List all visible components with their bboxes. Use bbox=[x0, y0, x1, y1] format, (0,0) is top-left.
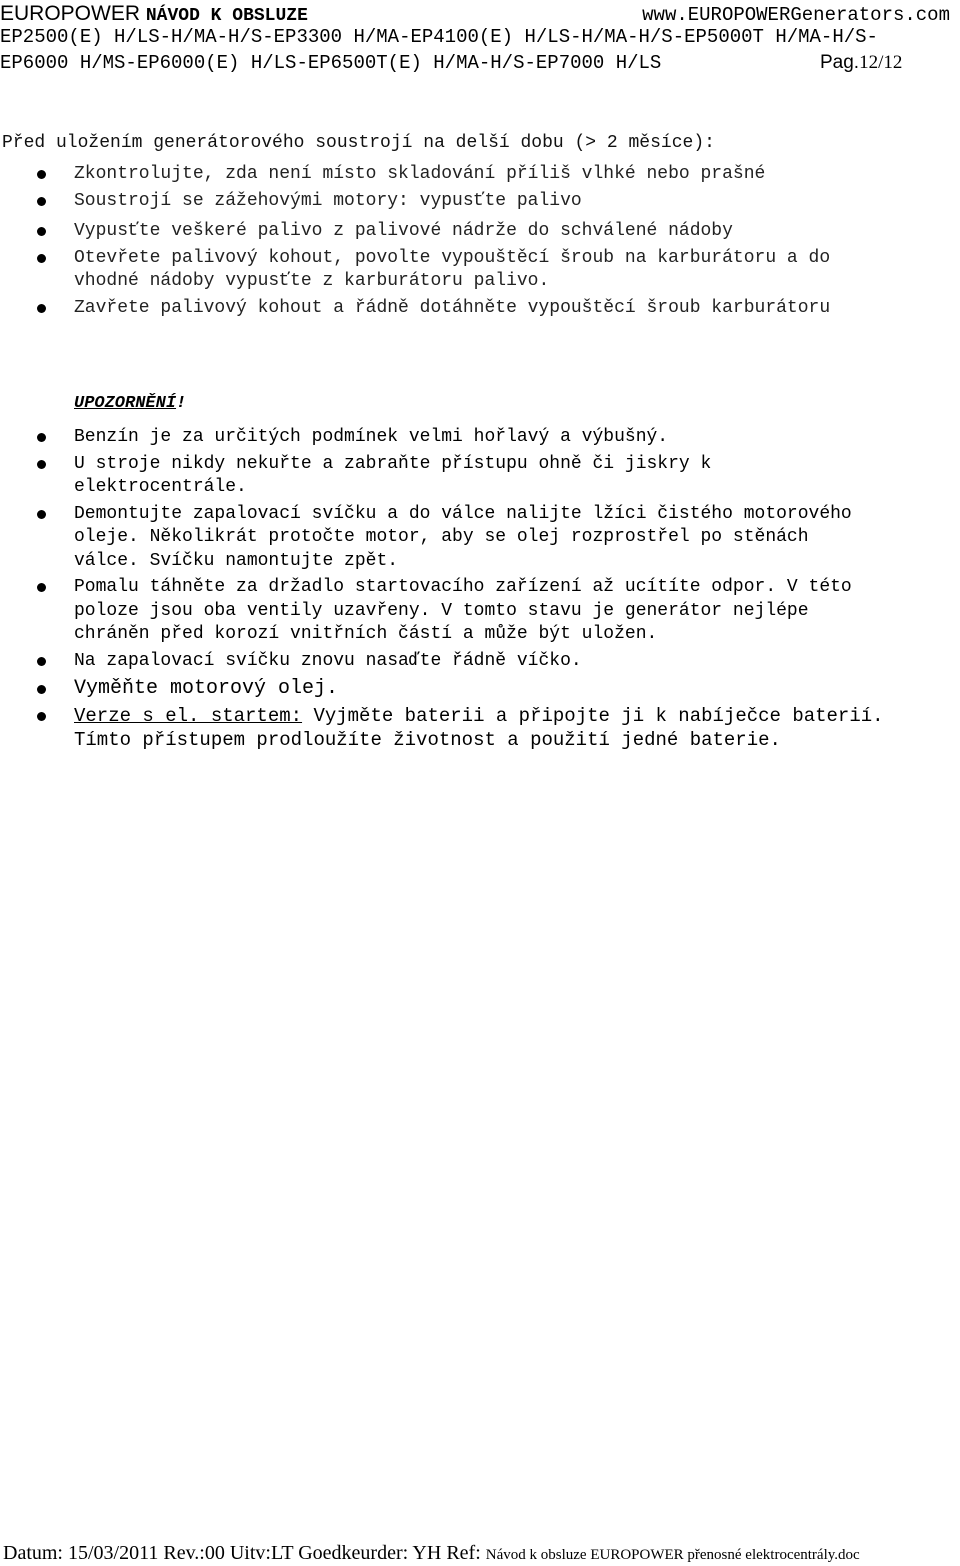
list-item: Otevřete palivový kohout, povolte vypouštěcí šroub na karburátoru a do vhodné nádoby vypusťte z karburátoru palivo. bbox=[0, 247, 830, 294]
storage-intro: Před uložením generátorového soustrojí na delší dobu (> 2 měsíce): bbox=[2, 133, 715, 153]
list-item: Zavřete palivový kohout a řádně dotáhněte vypouštěcí šroub karburátoru bbox=[0, 297, 830, 321]
list-item: Vyměňte motorový olej. bbox=[0, 676, 884, 702]
list-item: Verze s el. startem: Vyjměte baterii a připojte ji k nabíječce baterií. Tímto přístupem prodloužíte životnost a použití jedné baterie. bbox=[0, 705, 884, 752]
storage-list bbox=[0, 163, 830, 323]
warning-title: UPOZORNĚNÍ bbox=[74, 394, 177, 413]
footer-ref-label: Ref: bbox=[446, 1542, 481, 1564]
bullet-icon bbox=[37, 304, 46, 313]
list-item: Vypusťte veškeré palivo z palivové nádrže do schválené nádoby bbox=[0, 220, 830, 244]
list-item: Benzín je za určitých podmínek velmi hořlavý a výbušný. bbox=[0, 426, 884, 450]
bullet-icon bbox=[37, 460, 46, 469]
warning-list bbox=[0, 426, 884, 755]
footer-date: Datum: 15/03/2011 bbox=[3, 1542, 159, 1564]
website-link[interactable]: www.EUROPOWERGenerators.com bbox=[642, 4, 950, 26]
page-number: 12/12 bbox=[859, 52, 903, 73]
bullet-icon bbox=[37, 197, 46, 206]
bullet-icon bbox=[37, 254, 46, 263]
brand-name: EUROPOWER bbox=[0, 2, 141, 25]
bullet-icon bbox=[37, 227, 46, 236]
models-line-2: EP6000 H/MS-EP6000(E) H/LS-EP6500T(E) H/MA-H/S-EP7000 H/LS bbox=[0, 52, 662, 74]
bullet-icon bbox=[37, 657, 46, 666]
list-item: Zkontrolujte, zda není místo skladování příliš vlhké nebo prašné bbox=[0, 163, 830, 187]
bullet-icon bbox=[37, 510, 46, 519]
list-item: Demontujte zapalovací svíčku a do válce nalijte lžíci čistého motorového oleje. Několikrát protočte motor, aby se olej rozprostřel po stěnách válce. Svíčku namontujte zpět. bbox=[0, 503, 884, 574]
page-label: Pag. bbox=[820, 52, 860, 73]
list-item: Na zapalovací svíčku znovu nasaďte řádně víčko. bbox=[0, 650, 884, 674]
list-item: Pomalu táhněte za držadlo startovacího zařízení až ucítíte odpor. V této poloze jsou oba ventily uzavřeny. V tomto stavu je generátor nejlépe chráněn před korozí vnitřních částí a může být uložen. bbox=[0, 576, 884, 647]
manual-subtitle: NÁVOD K OBSLUZE bbox=[145, 6, 308, 26]
bullet-icon bbox=[37, 583, 46, 592]
bullet-icon bbox=[37, 712, 46, 721]
footer-uitv: Uitv:LT bbox=[229, 1542, 294, 1564]
warning-exclaim: ! bbox=[176, 394, 187, 413]
electric-start-label: Verze s el. startem: bbox=[74, 705, 303, 727]
document-header bbox=[0, 2, 960, 26]
footer-ref-value: Návod k obsluze EUROPOWER přenosné elektrocentrály.doc bbox=[485, 1547, 860, 1563]
page-indicator bbox=[820, 52, 902, 74]
footer-approver: Goedkeurder: YH bbox=[298, 1542, 442, 1564]
warning-heading bbox=[74, 394, 186, 413]
footer-rev: Rev.:00 bbox=[163, 1542, 225, 1564]
list-item: U stroje nikdy nekuřte a zabraňte přístupu ohně či jiskry k elektrocentrále. bbox=[0, 453, 884, 500]
models-line-1: EP2500(E) H/LS-H/MA-H/S-EP3300 H/MA-EP4100(E) H/LS-H/MA-H/S-EP5000T H/MA-H/S- bbox=[0, 26, 878, 48]
bullet-icon bbox=[37, 433, 46, 442]
bullet-icon bbox=[37, 685, 46, 694]
document-footer bbox=[3, 1542, 860, 1565]
list-item: Soustrojí se zážehovými motory: vypusťte palivo bbox=[0, 190, 830, 214]
bullet-icon bbox=[37, 170, 46, 179]
brand-title bbox=[0, 2, 308, 26]
